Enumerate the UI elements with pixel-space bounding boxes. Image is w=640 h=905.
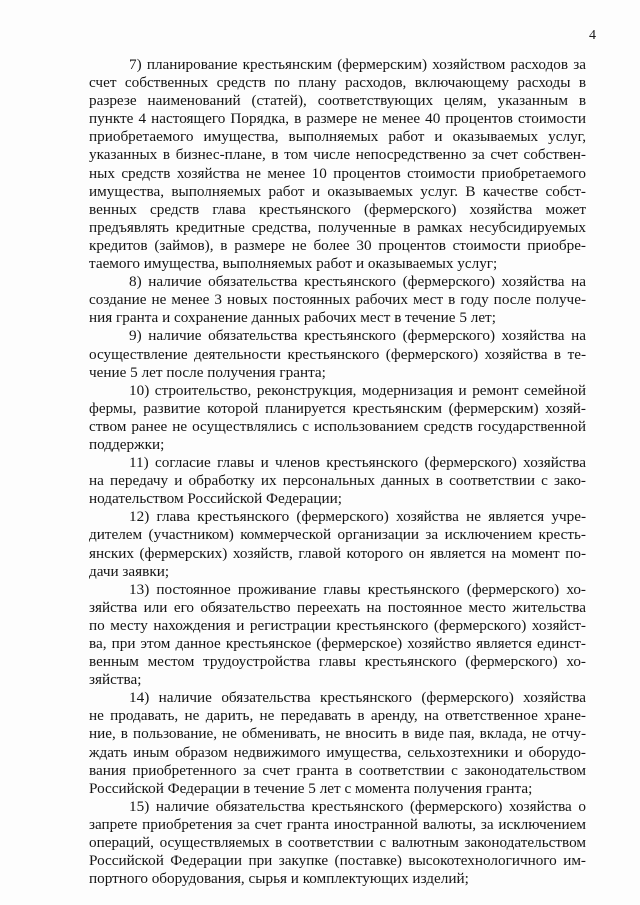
text-line: 8) наличие обязательства крестьянского (фермерского) хозяйства на (129, 273, 586, 291)
text-line: зяйства или его обязательство переехать на постоянное место жительства (89, 598, 586, 616)
text-line: создание не менее 3 новых постоянных рабочих мест в году после получе- (89, 291, 586, 309)
text-line: фермы, развитие которой планируется крестьянским (фермерским) хозяй- (89, 399, 586, 417)
paragraph-12 (89, 508, 586, 580)
text-line: 15) наличие обязательства крестьянского (фермерского) хозяйства о (129, 797, 586, 815)
text-line: 10) строительство, реконструкция, модернизация и ремонт семейной (129, 381, 586, 399)
text-line: 7) планирование крестьянским (фермерским) хозяйством расходов за (129, 56, 586, 73)
text-line: венным местом трудоустройства главы крестьянского (фермерского) хо- (89, 653, 586, 671)
text-line: не продавать, не дарить, не передавать в аренду, на ответственное хране- (89, 707, 586, 725)
text-line: осуществление деятельности крестьянского (фермерского) хозяйства в те- (89, 345, 586, 363)
text-line: ва, при этом данное крестьянское (фермерское) хозяйство является единст- (89, 635, 586, 652)
paragraph-10 (89, 382, 586, 454)
text-line: пункте 4 настоящего Порядка, в размере не менее 40 процентов стоимости (89, 110, 586, 128)
paragraph-13 (89, 581, 586, 690)
text-line: янских (фермерских) хозяйств, главой которого он является на момент по- (89, 544, 586, 562)
text-line: по месту нахождения и регистрации крестьянского (фермерского) хозяйст- (89, 616, 586, 634)
text-line: на передачу и обработку их персональных данных в соответствии с зако- (89, 472, 586, 490)
text-line: дителем (участником) коммерческой организации за исключением кресть- (89, 526, 586, 544)
text-line: запрете приобретения за счет гранта иностранной валюты, за исключением (89, 815, 586, 833)
text-line: ных средств хозяйства не менее 10 процентов стоимости приобретаемого (89, 164, 586, 182)
paragraph-7 (89, 56, 586, 273)
page-number: 4 (589, 28, 596, 43)
text-line: зяйства; (89, 671, 142, 689)
text-line: ждать иным образом недвижимого имущества, сельхозтехники и оборудо- (89, 743, 586, 761)
text-line: кредитов (займов), в размере не более 30 процентов стоимости приобре- (89, 236, 586, 254)
paragraph-15 (89, 798, 586, 888)
text-line: венных средств глава крестьянского (фермерского) хозяйства может (89, 200, 586, 218)
text-line: дачи заявки; (89, 562, 170, 580)
text-line: имущества, выполняемых работ и оказываемых услуг. В качестве собст- (89, 182, 586, 200)
paragraph-8 (89, 273, 586, 327)
text-line: 11) согласие главы и членов крестьянского (фермерского) хозяйства (129, 454, 586, 472)
text-line: 12) глава крестьянского (фермерского) хозяйства не является учре- (129, 508, 586, 526)
text-line: разрезе наименований (статей), соответствующих целям, указанным в (89, 92, 586, 110)
text-line: нодательством Российской Федерации; (89, 490, 342, 508)
text-line: ния гранта и сохранение данных рабочих мест в течение 5 лет; (89, 309, 496, 327)
text-line: вания приобретенного за счет гранта в соответствии с законодательством (89, 761, 586, 779)
text-line: ние, в пользование, не обменивать, не вносить в виде пая, вклада, не отчу- (89, 725, 586, 743)
document-body (89, 56, 586, 888)
text-line: 9) наличие обязательства крестьянского (фермерского) хозяйства на (129, 327, 586, 345)
text-line: ством ранее не осуществлялись с использованием средств государственной (89, 417, 586, 435)
text-line: указанных в бизнес-плане, в том числе непосредственно за счет собствен- (89, 146, 586, 164)
paragraph-14 (89, 689, 586, 798)
text-line: 14) наличие обязательства крестьянского (фермерского) хозяйства (129, 689, 586, 707)
text-line: портного оборудования, сырья и комплектующих изделий; (89, 870, 469, 888)
text-line: поддержки; (89, 435, 165, 453)
paragraph-11 (89, 454, 586, 508)
text-line: Российской Федерации в течение 5 лет с момента получения гранта; (89, 779, 533, 797)
text-line: Российской Федерации при закупке (поставке) высокотехнологичного им- (89, 852, 586, 870)
text-line: операций, осуществляемых в соответствии с валютным законодательством (89, 834, 586, 852)
paragraph-9 (89, 327, 586, 381)
text-line: счет собственных средств по плану расходов, включающему расходы в (89, 74, 586, 92)
text-line: предъявлять кредитные средства, полученные в рамках несубсидируемых (89, 218, 586, 236)
text-line: приобретаемого имущества, выполняемых работ и оказываемых услуг, (89, 128, 586, 146)
text-line: таемого имущества, выполняемых работ и оказываемых услуг; (89, 255, 498, 273)
text-line: 13) постоянное проживание главы крестьянского (фермерского) хо- (129, 580, 586, 598)
text-line: чение 5 лет после получения гранта; (89, 363, 326, 381)
